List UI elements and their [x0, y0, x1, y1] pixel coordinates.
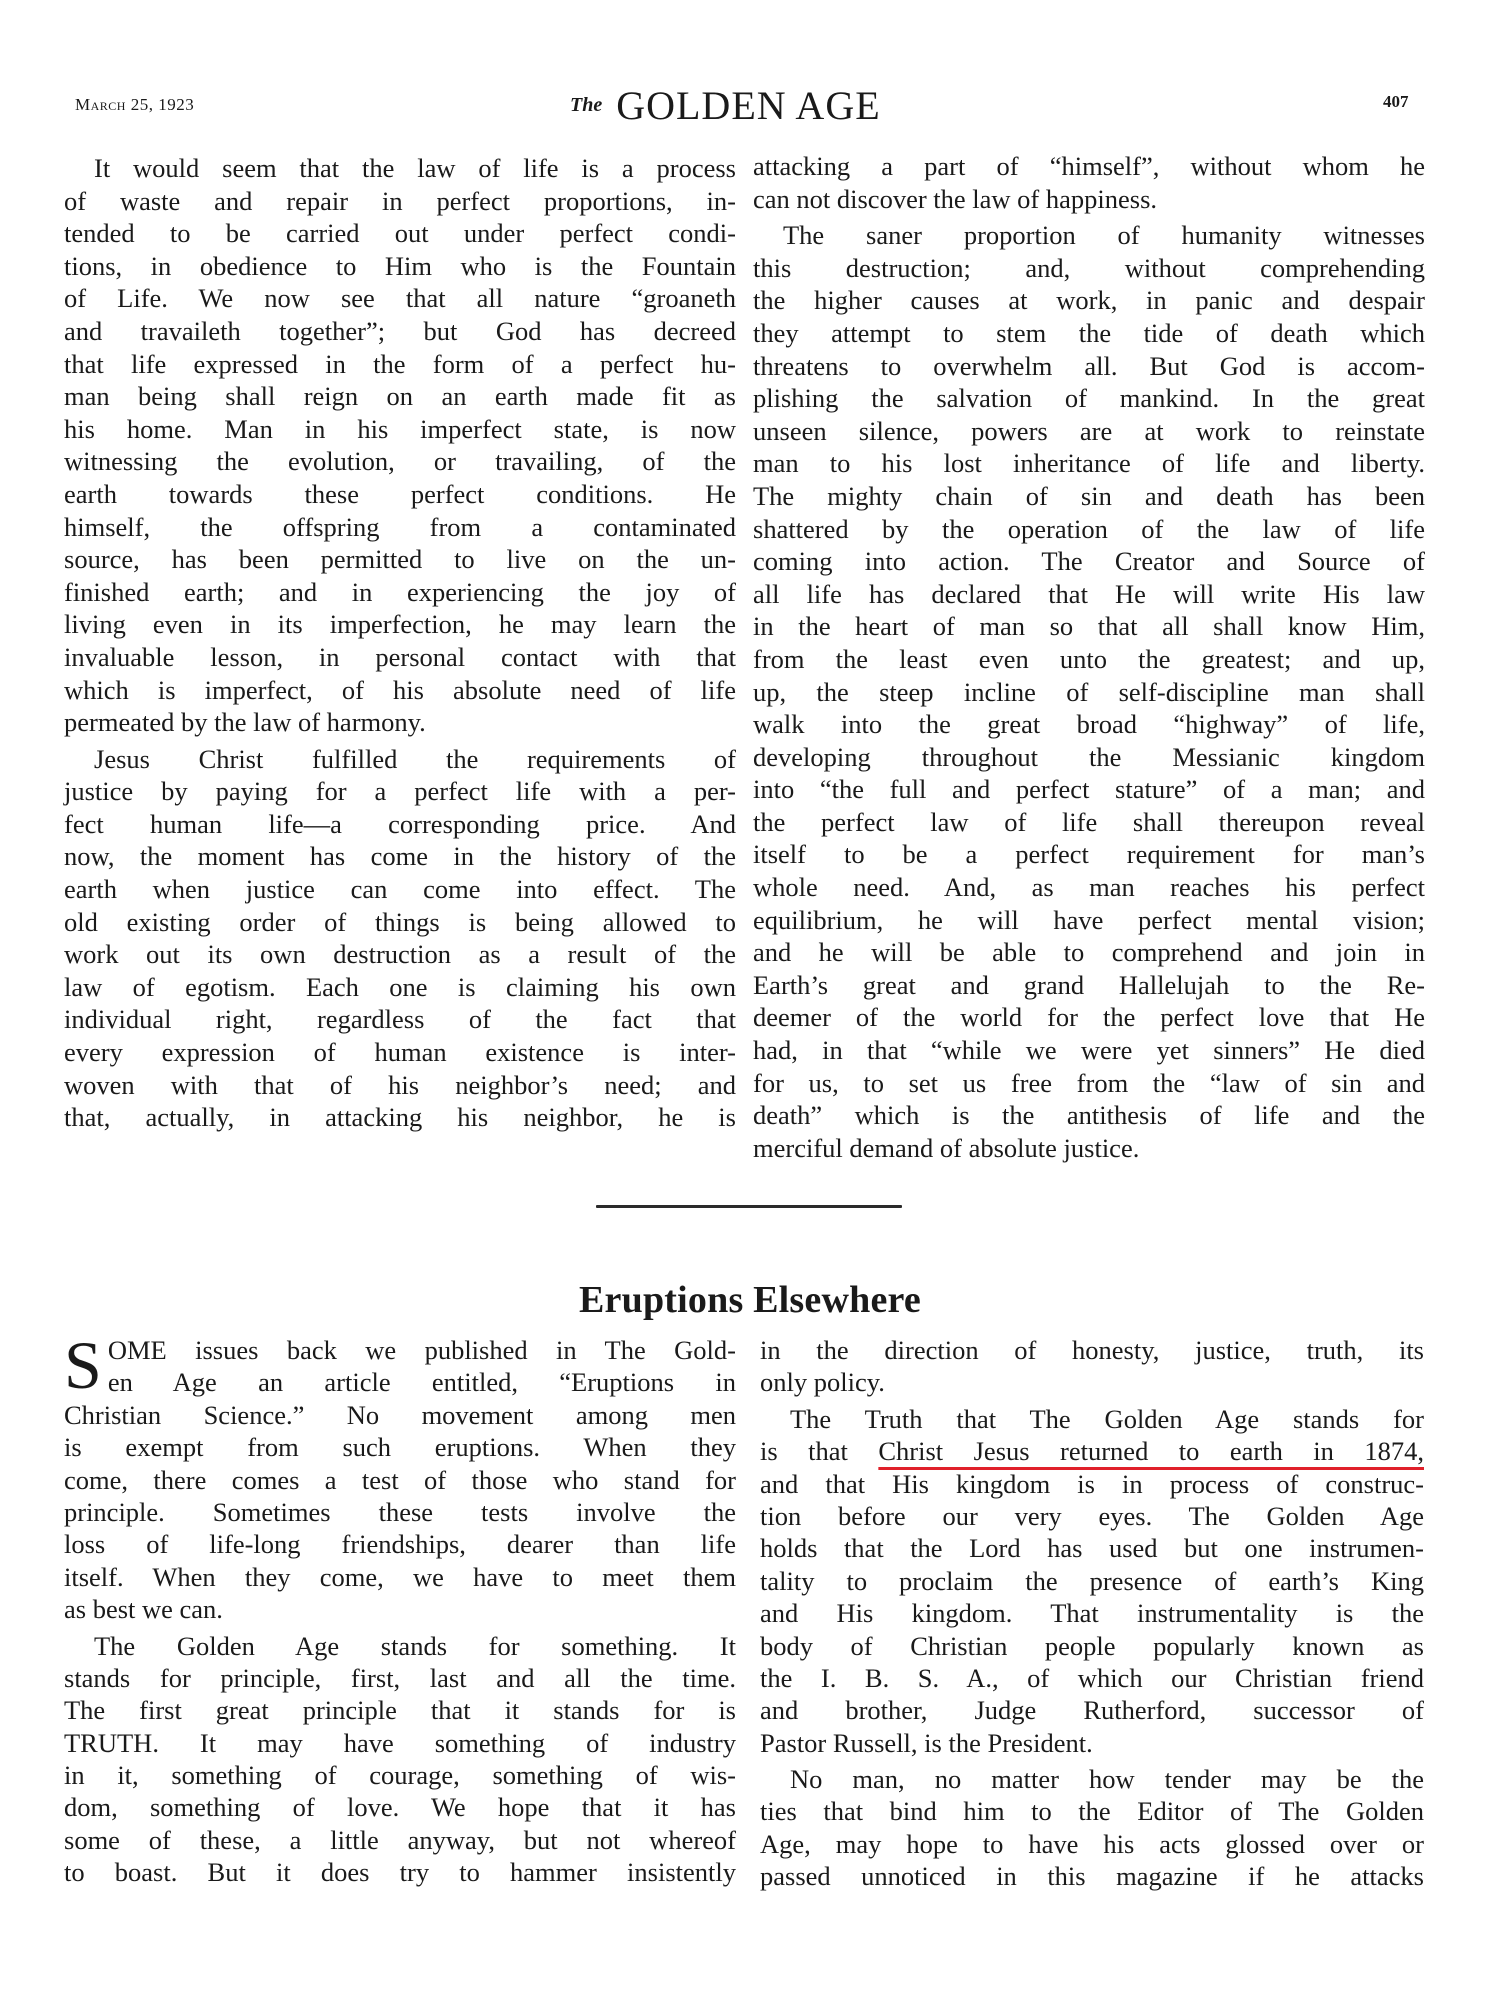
text-line: himself, the offspring from a contaminated: [64, 511, 736, 542]
text-line: Jesus Christ fulfilled the requirements of: [94, 743, 736, 774]
text-line: of Life. We now see that all nature “groaneth: [64, 283, 736, 314]
article-title: Eruptions Elsewhere: [579, 1278, 921, 1321]
masthead-name: GOLDEN AGE: [616, 83, 881, 128]
text-line: tended to be carried out under perfect condi-: [64, 218, 736, 249]
text-line: that life expressed in the form of a perfect hu-: [64, 348, 736, 379]
text-line: the perfect law of life shall thereupon reveal: [753, 806, 1425, 837]
text-line: up, the steep incline of self-discipline man shall: [753, 676, 1425, 707]
text-line: source, has been permitted to live on the un-: [64, 544, 736, 575]
text-line: from the least even unto the greatest; and up,: [753, 643, 1425, 674]
text-line: law of egotism. Each one is claiming his own: [64, 971, 736, 1002]
text-line: and he will be able to comprehend and join in: [753, 937, 1425, 968]
text-line: The Truth that The Golden Age stands for: [790, 1403, 1424, 1434]
text-line: stands for principle, first, last and all the time.: [64, 1662, 736, 1693]
text-line: earth when justice can come into effect. The: [64, 874, 736, 905]
text-line: walk into the great broad “highway” of life,: [753, 709, 1425, 740]
drop-cap: S: [64, 1327, 102, 1403]
text-line: developing throughout the Messianic kingdom: [753, 741, 1425, 772]
text-line: whole need. And, as man reaches his perfect: [753, 872, 1425, 903]
text-line: OME issues back we published in The Gold-: [107, 1335, 736, 1365]
text-line: witnessing the evolution, or travailing, of the: [64, 446, 736, 477]
text-line: merciful demand of absolute justice.: [753, 1132, 1140, 1163]
text-line: the I. B. S. A., of which our Christian friend: [760, 1662, 1424, 1693]
text-line: coming into action. The Creator and Source of: [753, 546, 1425, 577]
text-line: only policy.: [760, 1367, 885, 1398]
text-line: tions, in obedience to Him who is the Fountain: [64, 250, 736, 281]
text-line: attacking a part of “himself”, without whom he: [753, 151, 1425, 181]
text-line: The saner proportion of humanity witnesses: [783, 220, 1425, 251]
text-line: Earth’s great and grand Hallelujah to the Re-: [753, 969, 1425, 1000]
text-line: plishing the salvation of mankind. In the great: [753, 383, 1425, 414]
top-left-column: [64, 152, 736, 1134]
text-line: man being shall reign on an earth made fit as: [64, 381, 736, 412]
text-line: equilibrium, he will have perfect mental vision;: [753, 904, 1425, 935]
text-line: Christian Science.” No movement among men: [64, 1399, 736, 1430]
text-line: man to his lost inheritance of life and liberty.: [753, 448, 1425, 479]
text-line: the higher causes at work, in panic and despair: [753, 285, 1425, 316]
text-line: tality to proclaim the presence of earth’s King: [760, 1565, 1424, 1596]
text-line: holds that the Lord has used but one instrumen-: [760, 1533, 1424, 1564]
text-line: loss of life-long friendships, dearer than life: [64, 1529, 736, 1560]
top-right-column: [753, 150, 1425, 1164]
text-line: living even in its imperfection, he may learn the: [64, 609, 736, 640]
text-line: old existing order of things is being allowed to: [64, 906, 736, 937]
text-line: this destruction; and, without comprehending: [753, 252, 1425, 283]
text-line: invaluable lesson, in personal contact with that: [64, 641, 736, 672]
text-line: unseen silence, powers are at work to reinstate: [753, 415, 1425, 446]
text-line: work out its own destruction as a result of the: [64, 939, 736, 970]
text-line: The Golden Age stands for something. It: [94, 1630, 736, 1661]
text-line: all life has declared that He will write His law: [753, 578, 1425, 609]
text-line: and brother, Judge Rutherford, successor of: [760, 1695, 1424, 1726]
text-line: they attempt to stem the tide of death which: [753, 317, 1425, 348]
text-line: finished earth; and in experiencing the joy of: [64, 576, 736, 607]
text-line: his home. Man in his imperfect state, is now: [64, 413, 736, 444]
red-underlined-claim: Christ Jesus returned to earth in 1874,: [878, 1436, 1424, 1467]
running-header: [0, 0, 1500, 140]
text-line: some of these, a little anyway, but not whereof: [64, 1824, 736, 1855]
page-number: 407: [1383, 92, 1409, 111]
text-line: en Age an article entitled, “Eruptions in: [107, 1367, 736, 1398]
text-line: No man, no matter how tender may be the: [790, 1764, 1424, 1795]
text-line: woven with that of his neighbor’s need; and: [64, 1069, 736, 1100]
issue-date: March 25, 1923: [75, 95, 195, 114]
text-line: as best we can.: [64, 1594, 223, 1625]
text-line: is exempt from such eruptions. When they: [64, 1432, 736, 1463]
text-line: fect human life—a corresponding price. And: [64, 808, 736, 839]
text-line: now, the moment has come in the history of the: [64, 841, 736, 872]
text-line: can not discover the law of happiness.: [753, 183, 1158, 214]
text-line: to boast. But it does try to hammer insistently: [64, 1857, 736, 1888]
text-line: which is imperfect, of his absolute need of life: [64, 674, 736, 705]
text-line: threatens to overwhelm all. But God is accom-: [753, 350, 1425, 381]
text-line: of waste and repair in perfect proportions, in-: [64, 185, 736, 216]
text-line: and travaileth together”; but God has decreed: [64, 315, 736, 346]
text-line: Pastor Russell, is the President.: [760, 1727, 1093, 1758]
text-fragment: is that: [760, 1436, 848, 1467]
text-line: tion before our very eyes. The Golden Age: [760, 1500, 1424, 1531]
article-left-column: [64, 1327, 736, 1889]
text-line: in it, something of courage, something of wis-: [64, 1760, 736, 1791]
text-line: for us, to set us free from the “law of sin and: [753, 1067, 1425, 1098]
text-line: individual right, regardless of the fact that: [64, 1004, 736, 1035]
text-line: body of Christian people popularly known as: [760, 1630, 1424, 1661]
text-line: into “the full and perfect stature” of a man; and: [753, 774, 1425, 805]
section-divider-rule: [596, 1205, 902, 1208]
text-line: justice by paying for a perfect life with a per-: [64, 776, 736, 807]
masthead-title: [570, 82, 930, 129]
text-line: deemer of the world for the perfect love that He: [753, 1002, 1425, 1033]
text-line: and that His kingdom is in process of construc-: [760, 1468, 1424, 1499]
text-line: every expression of human existence is inter-: [64, 1037, 736, 1068]
text-line: ties that bind him to the Editor of The Golden: [760, 1796, 1424, 1827]
text-line: It would seem that the law of life is a process: [94, 153, 736, 183]
text-line: shattered by the operation of the law of life: [753, 513, 1425, 544]
highlighted-line: [760, 1435, 1424, 1467]
article-right-column: [760, 1334, 1424, 1893]
masthead-prefix: The: [570, 94, 603, 116]
text-line: come, there comes a test of those who stand for: [64, 1464, 736, 1495]
text-line: in the heart of man so that all shall know Him,: [753, 611, 1425, 642]
text-line: passed unnoticed in this magazine if he attacks: [760, 1861, 1424, 1892]
text-line: that, actually, in attacking his neighbor, he is: [64, 1102, 736, 1133]
text-line: had, in that “while we were yet sinners” He died: [753, 1035, 1425, 1066]
text-line: Age, may hope to have his acts glossed over or: [760, 1828, 1424, 1859]
text-line: permeated by the law of harmony.: [64, 707, 426, 738]
text-line: itself to be a perfect requirement for man’s: [753, 839, 1425, 870]
text-line: and His kingdom. That instrumentality is the: [760, 1598, 1424, 1629]
text-line: TRUTH. It may have something of industry: [64, 1727, 736, 1758]
text-line: in the direction of honesty, justice, truth, its: [760, 1335, 1424, 1365]
text-line: The first great principle that it stands for is: [64, 1695, 736, 1726]
text-line: itself. When they come, we have to meet them: [64, 1561, 736, 1592]
text-line: principle. Sometimes these tests involve the: [64, 1496, 736, 1527]
text-line: death” which is the antithesis of life and the: [753, 1100, 1425, 1131]
text-line: earth towards these perfect conditions. He: [64, 478, 736, 509]
text-line: The mighty chain of sin and death has been: [753, 480, 1425, 511]
text-line: dom, something of love. We hope that it has: [64, 1792, 736, 1823]
